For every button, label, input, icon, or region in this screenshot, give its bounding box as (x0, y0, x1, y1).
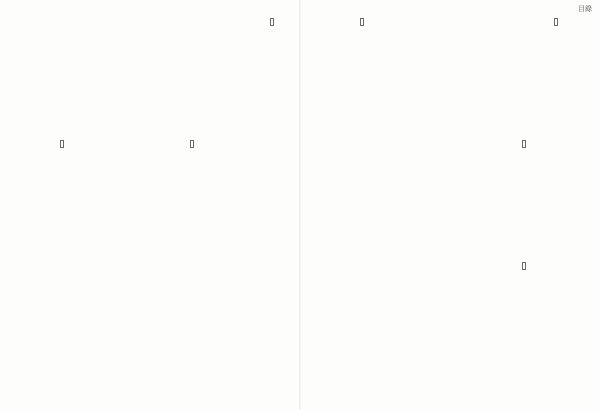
chapter-heading (270, 18, 274, 26)
chapter-heading (522, 262, 526, 270)
page-number: 目錄 (578, 5, 592, 13)
chapter-heading (190, 140, 194, 148)
chapter-heading (522, 140, 526, 148)
chapter-heading (60, 140, 64, 148)
chapter-heading (554, 18, 558, 26)
chapter-heading (360, 18, 364, 26)
right-page (300, 0, 600, 410)
